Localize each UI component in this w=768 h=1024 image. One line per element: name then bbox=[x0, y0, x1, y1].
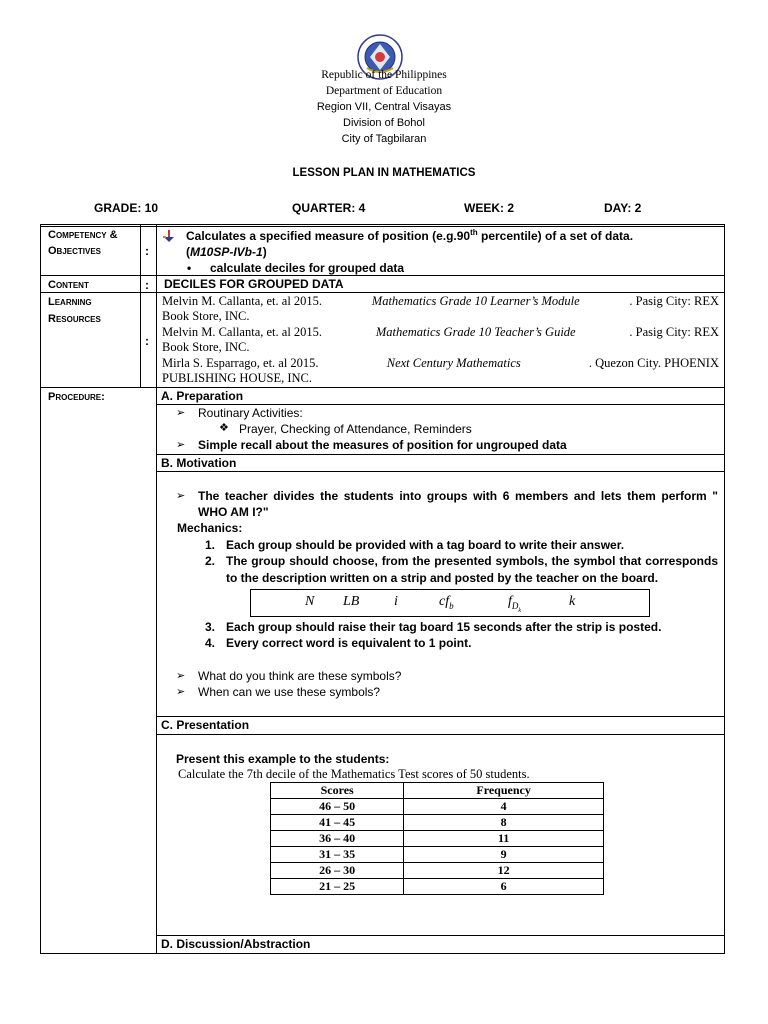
routinary-activities: Routinary Activities: bbox=[198, 406, 303, 420]
score-range: 26 – 30 bbox=[271, 863, 404, 879]
presentation-heading: C. Presentation bbox=[161, 718, 250, 732]
table-row bbox=[271, 815, 604, 831]
score-range: 21 – 25 bbox=[271, 879, 404, 895]
objective-code: (M10SP-IVb-1) bbox=[186, 245, 267, 259]
frequency-value: 12 bbox=[404, 863, 604, 879]
symbol-fdk: $f_{D_k}$ bbox=[508, 594, 522, 614]
objectives-label: Objectives bbox=[48, 245, 102, 257]
divide-line-2: WHO AM I?" bbox=[198, 505, 269, 519]
colon: : bbox=[145, 334, 149, 348]
arrow-bullet-icon: ➢ bbox=[176, 686, 186, 698]
divide-line-1: The teacher divides the students into groups with 6 members and lets them perform " bbox=[198, 489, 718, 503]
objective-bullet-dot: • bbox=[187, 261, 192, 275]
frequency-value: 8 bbox=[404, 815, 604, 831]
resource-2-line-2: Book Store, INC. bbox=[162, 340, 250, 354]
table-row bbox=[271, 863, 604, 879]
resource-3-line-1: Mirla S. Esparrago, et. al 2015. Next Century Mathematics . Quezon City. PHOENIX bbox=[162, 356, 719, 370]
day-label: DAY: 2 bbox=[604, 201, 642, 215]
frequency-value: 9 bbox=[404, 847, 604, 863]
arrow-bullet-icon: ➢ bbox=[176, 670, 186, 682]
objective-bullet: calculate deciles for grouped data bbox=[210, 261, 405, 275]
recall-item: Simple recall about the measures of position for ungrouped data bbox=[198, 438, 567, 452]
week-label: WEEK: 2 bbox=[464, 201, 515, 215]
procedure-label: Procedure: bbox=[48, 391, 105, 403]
table-row bbox=[271, 799, 604, 815]
question-2: When can we use these symbols? bbox=[198, 685, 381, 699]
symbol-lb: LB bbox=[343, 594, 360, 609]
arrow-bullet-icon: ➢ bbox=[176, 490, 186, 502]
mechanic-2-line-1: The group should choose, from the presented symbols, the symbol that corresponds bbox=[226, 554, 718, 568]
preparation-heading: A. Preparation bbox=[161, 389, 244, 403]
score-range: 41 – 45 bbox=[271, 815, 404, 831]
score-range: 31 – 35 bbox=[271, 847, 404, 863]
symbol-cfb: $cf_b$ bbox=[439, 594, 454, 611]
page-title: LESSON PLAN IN MATHEMATICS bbox=[292, 167, 476, 179]
table-row bbox=[271, 847, 604, 863]
arrow-bullet-icon: ➢ bbox=[176, 439, 186, 451]
header-republic: Republic of the Philippines bbox=[321, 69, 447, 81]
resource-2-line-1: Melvin M. Callanta, et. al 2015. Mathematics Grade 10 Teacher’s Guide . Pasig City: REX bbox=[162, 325, 719, 339]
table-header-row bbox=[271, 783, 604, 799]
header-department: Department of Education bbox=[325, 85, 443, 97]
mechanic-2-num: 2. bbox=[205, 554, 216, 568]
scores-table bbox=[270, 782, 604, 895]
symbol-i: i bbox=[394, 594, 398, 609]
header-division: Division of Bohol bbox=[343, 117, 425, 129]
table-row bbox=[271, 831, 604, 847]
diamond-bullet-icon: ❖ bbox=[219, 422, 229, 434]
mechanic-1-num: 1. bbox=[205, 538, 216, 552]
symbol-k: k bbox=[569, 594, 576, 609]
score-range: 46 – 50 bbox=[271, 799, 404, 815]
scores-header: Scores bbox=[271, 783, 404, 799]
learning-label: Learning bbox=[48, 296, 92, 308]
frequency-value: 4 bbox=[404, 799, 604, 815]
header-region: Region VII, Central Visayas bbox=[316, 101, 452, 113]
calculate-instruction: Calculate the 7th decile of the Mathematics Test scores of 50 students. bbox=[178, 767, 530, 781]
discussion-heading: D. Discussion/Abstraction bbox=[161, 937, 311, 951]
mechanic-3-num: 3. bbox=[205, 620, 216, 634]
mechanic-4-num: 4. bbox=[205, 636, 216, 650]
mechanic-3: Each group should raise their tag board 15 seconds after the strip is posted. bbox=[226, 620, 662, 634]
score-range: 36 – 40 bbox=[271, 831, 404, 847]
colon: : bbox=[145, 244, 149, 258]
mechanics-label: Mechanics: bbox=[177, 521, 243, 535]
question-1: What do you think are these symbols? bbox=[198, 669, 402, 683]
table-row bbox=[271, 879, 604, 895]
objective-text: Calculates a specified measure of position (e.g.90th percentile) of a set of data. bbox=[186, 228, 634, 243]
frequency-value: 6 bbox=[404, 879, 604, 895]
symbol-n: N bbox=[305, 594, 315, 609]
prayer-item: Prayer, Checking of Attendance, Reminders bbox=[239, 422, 472, 436]
resource-1-line-2: Book Store, INC. bbox=[162, 309, 250, 323]
mechanic-4: Every correct word is equivalent to 1 point. bbox=[226, 636, 472, 650]
mechanic-2-line-2: to the description written on a strip and posted by the teacher on the board. bbox=[226, 571, 659, 585]
arrow-bullet-icon: ➢ bbox=[176, 407, 186, 419]
competency-label: Competency & bbox=[48, 229, 118, 241]
motivation-heading: B. Motivation bbox=[161, 456, 237, 470]
frequency-value: 11 bbox=[404, 831, 604, 847]
pencil-bullet-icon bbox=[163, 229, 175, 241]
grade-label: GRADE: 10 bbox=[94, 201, 159, 215]
header-city: City of Tagbilaran bbox=[341, 133, 427, 145]
content-value: DECILES FOR GROUPED DATA bbox=[164, 277, 344, 291]
resource-1-line-1: Melvin M. Callanta, et. al 2015. Mathematics Grade 10 Learner’s Module . Pasig City: REX bbox=[162, 294, 719, 308]
quarter-label: QUARTER: 4 bbox=[292, 201, 366, 215]
colon: : bbox=[145, 278, 149, 292]
present-example: Present this example to the students: bbox=[176, 752, 390, 766]
resource-3-line-2: PUBLISHING HOUSE, INC. bbox=[162, 371, 313, 385]
frequency-header: Frequency bbox=[404, 783, 604, 799]
mechanic-1: Each group should be provided with a tag board to write their answer. bbox=[226, 538, 625, 552]
content-label: Content bbox=[48, 279, 89, 291]
resources-label: Resources bbox=[48, 313, 101, 325]
